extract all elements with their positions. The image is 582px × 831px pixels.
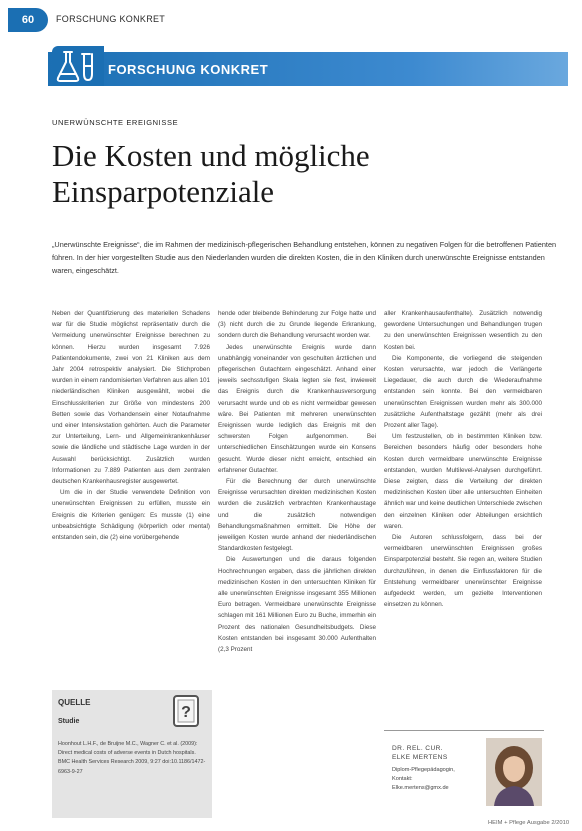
body-column-3	[384, 308, 542, 720]
body-paragraph: Um festzustellen, ob in bestimmten Kliniken bzw. Bereichen besonders häufig oder besonders hohe Kosten durch vermeidbare unerwünschte Ereignisse entstanden, wurden Multilevel-Analysen durchgeführt. Diese zeigten, dass die Verteilung der direkten medizinischen Kosten über alle untersuchten Einheiten ähnlich war und keine deutlichen Unterschiede zwischen den einzelnen Kliniken oder Abteilungen ersichtlich waren.	[384, 433, 542, 530]
body-paragraph: Die Auswertungen und die daraus folgenden Hochrechnungen ergaben, dass die jährlichen direkten medizinischen Kosten in den untersuchten Kliniken für alle unerwünschten Ereignisse insgesamt 355 Millionen Euro betragen. Vermeidbare unerwünschte Ereignisse schlagen mit 161 Millionen Euro zu Buche, immerhin ein Prozent des nationalen Gesundheitsbudgets. Diese Kosten entstanden bei insgesamt 30.000 Aufenthalten (2,3 Prozent	[218, 556, 376, 654]
author-info	[392, 766, 484, 793]
source-subheading: Studie	[58, 718, 80, 725]
author-name-line: DR. REL. CUR.	[392, 745, 443, 752]
lab-flask-icon	[54, 48, 102, 84]
page-number-badge: 60	[8, 8, 48, 32]
source-heading: QUELLE	[58, 698, 91, 707]
body-paragraph: Jedes unerwünschte Ereignis wurde dann unabhängig voneinander von geschulten ärztlichen und pflegerischen Gutachtern eingeschätzt. Anhand einer jeweils sechsstufigen Skala legten sie fest, inwieweit das Ereignis durch die Krankenhausversorgung verursacht wurde und ob es nicht vermeidbar gewesen wäre. Bei Patienten mit mehreren unerwünschten Ereignissen wurde lediglich das Ereignis mit den schwersten Folgen aufgenommen. Bei unterschiedlichen Einschätzungen wurde ein Konsens gesucht. Wurde dieser nicht erreicht, entschied ein erfahrener Gutachter.	[218, 343, 376, 474]
article-lead: „Unerwünschte Ereignisse“, die im Rahmen der medizinisch-pflegerischen Behandlung entstehen, können zu negativen Folgen für die betroffenen Patienten führen. In der hier vorgestellten Studie aus den Niederlanden wurden die direkten Kosten, die in den Kliniken durch unerwünschte Ereignisse entstanden waren, eingeschätzt.	[52, 240, 557, 275]
author-name	[392, 744, 472, 762]
body-paragraph: Für die Berechnung der durch unerwünschte Ereignisse verursachten direkten medizinischen Kosten wurden die zusätzlich verbrachten Krankenhaustage und die zusätzlich notwendigen Behandlungsmaßnahmen ermittelt. Die Höhe der jeweiligen Kosten wurde anhand der niederländischen Standardkosten festgelegt.	[218, 478, 376, 553]
document-question-icon	[172, 694, 200, 728]
body-column-2	[218, 308, 376, 814]
author-portrait	[486, 738, 542, 806]
body-paragraph: Die Komponente, die vorliegend die steigenden Kosten verursachte, war jedoch die Verlängerte Liegedauer, die auch durch die Wiederaufnahme entstanden sein konnte. Bei den vermeidbaren unerwünschten Ereignissen wurden mehr als 300.000 zusätzliche Aufenthaltstage gezählt (mehr als drei Prozent aller Tage).	[384, 354, 542, 430]
body-paragraph: Neben der Quantifizierung des materiellen Schadens war für die Studie möglichst repräsentativ durch die Vermeidung unerwünschter Ereignisse berechnen zu können. Hierzu wurden insgesamt 7.926 Patientendokumente, zwei von 21 Kliniken aus dem Jahr 2004 retrospektiv analysiert. Die Stichproben wurden in einem randomisierten Verfahren aus allen 101 niederländischen Kliniken ausgewählt, wobei die Einschlusskriterien zur Größe von mindestens 200 Betten sowie das Vorhandensein einer Notaufnahme und einer Intensivstation gehörten. Auch die Parameter zur Unterteilung, Lern- und Allgemeinkrankenhäuser sowie die ländliche und städtische Lage wurden in der Auswahl berücksichtigt. Zusätzlich wurden Informationen zu 7.889 Patienten aus dem zentralen deutschen Krankenhausregister ausgewertet.	[52, 310, 210, 486]
page-footer: HEIM + Pflege Ausgabe 2/2010	[488, 820, 570, 826]
author-divider	[384, 730, 544, 731]
article-title	[52, 138, 552, 210]
source-reference: Hoonhout L.H.F., de Bruijne M.C., Wagner C. et al. (2009): Direct medical costs of adverse events in Dutch hospitals. BMC Health Services Research 2009, 9:27 doi:10.1186/1472-6963-9-27	[58, 741, 206, 775]
banner-title: FORSCHUNG KONKRET	[108, 62, 269, 77]
article-title-line: Einsparpotenziale	[52, 174, 275, 209]
body-column-1	[52, 308, 210, 664]
running-header: FORSCHUNG KONKRET	[56, 14, 166, 24]
article-kicker: UNERWÜNSCHTE EREIGNISSE	[52, 118, 179, 127]
author-info-line: Kontakt:	[392, 776, 413, 782]
article-title-line: Die Kosten und mögliche	[52, 138, 370, 173]
author-email[interactable]: Elke.mertens@gmx.de	[392, 785, 449, 791]
author-info-line: Diplom-Pflegepädagogin,	[392, 767, 455, 773]
author-name-line: ELKE MERTENS	[392, 754, 448, 761]
body-paragraph: aller Krankenhausaufenthalte). Zusätzlich notwendig gewordene Untersuchungen und Behandlungen trugen zu den unerwünschten Ereignissen wesentlich zu den Kosten bei.	[384, 310, 542, 351]
body-paragraph: Die Autoren schlussfolgern, dass bei der vermeidbaren unerwünschten Ereignissen großes Einsparpotenzial besteht. Sie regen an, weitere Studien durchzuführen, in denen die Einflussfaktoren für die Entstehung vermeidbarer unerwünschter Ereignisse aufgedeckt werden, um gezielte Interventionen einsetzen zu können.	[384, 534, 542, 609]
svg-text:?: ?	[181, 704, 191, 721]
body-paragraph: Um die in der Studie verwendete Definition von unerwünschten Ereignissen zu erfüllen, musste ein Ereignis die Kriterien genügen: Es musste (1) eine unbeabsichtigte Schädigung (körperlich oder mental) entstanden sein, die (2) eine vorübergehende	[52, 489, 210, 542]
body-paragraph: hende oder bleibende Behinderung zur Folge hatte und (3) nicht durch die zu Grunde liegende Erkrankung, sondern durch die Behandlung verursacht worden war.	[218, 310, 376, 340]
